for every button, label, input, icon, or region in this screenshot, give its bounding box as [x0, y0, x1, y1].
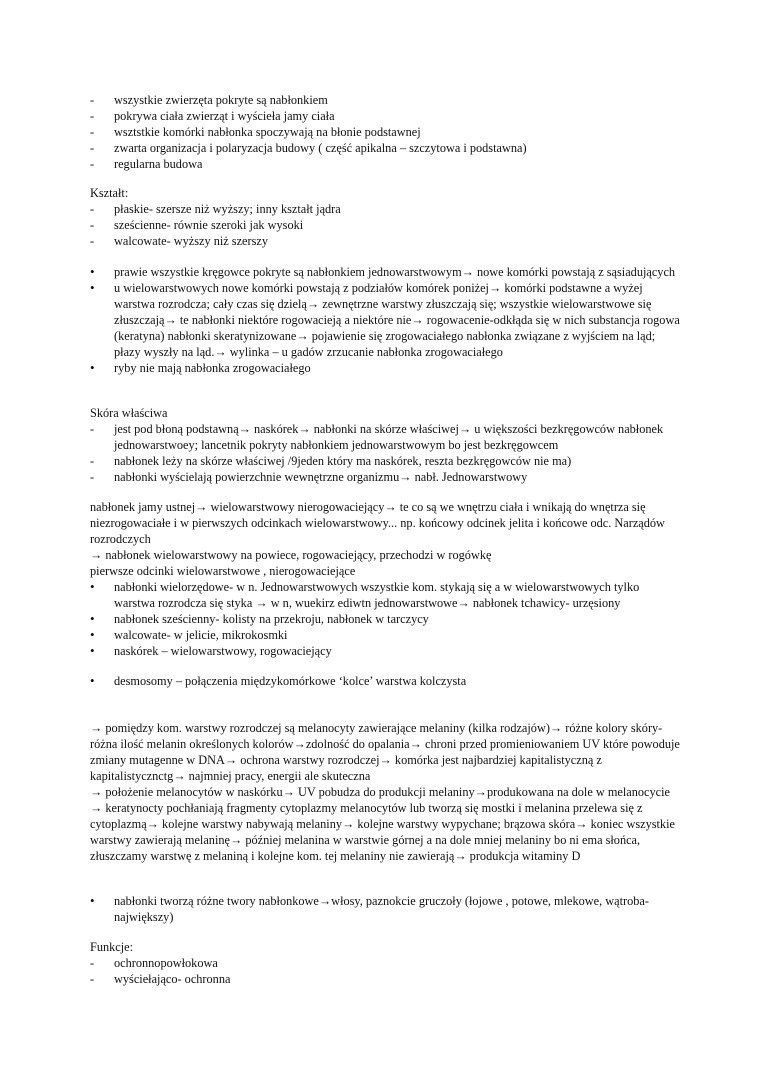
dash-marker [90, 453, 104, 469]
bullets-kregowce [90, 264, 680, 376]
skora-section [90, 405, 680, 485]
dash-marker [90, 421, 104, 437]
dash-marker [90, 971, 104, 987]
list-item: • walcowate- w jelicie, mikrokosmki [90, 627, 680, 643]
bullet-marker [90, 579, 104, 595]
list-item: - zwarta organizacja i polaryzacja budowy ( część apikalna – szczytowa i podstawna) [90, 140, 680, 156]
list-item: - regularna budowa [90, 156, 680, 172]
section-heading: Skóra właściwa [90, 406, 168, 420]
dash-marker [90, 955, 104, 971]
list-item: - wszystkie zwierzęta pokryte są nabłonkiem [90, 92, 680, 108]
list-item: • prawie wszystkie kręgowce pokryte są nabłonkiem jednowarstwowym→ nowe komórki powstają z sąsiadujących [90, 264, 680, 280]
paragraph: → nabłonek wielowarstwowy na powiece, rogowaciejący, przechodzi w rogówkę [90, 548, 492, 562]
list-item: - wyściełająco- ochronna [90, 971, 680, 987]
dash-marker [90, 108, 104, 124]
bullet-marker [90, 264, 104, 280]
list-item: - pokrywa ciała zwierząt i wyścieła jamy ciała [90, 108, 680, 124]
paragraph: nabłonek jamy ustnej→ wielowarstwowy nierogowaciejący→ te co są we wnętrzu ciała i wnikają do wnętrza się niezrogowaciałe i w pierwszych odcinkach wielowarstwowy... np. końcowy odcinek jelita i końcowe odc. Narządów rozrodczych [90, 500, 665, 546]
paragraph: → położenie melanocytów w naskórku→ UV pobudza do produkcji melaniny→produkowana na dole w melanocycie → keratynocty pochłaniają fragmenty cytoplazmy melanocytów lub tworzą się mostki i melanina przelewa się z cytoplazmą→ kolejne warstwy nabywają melaniny→ kolejne warstwy wypychane; brązowa skóra→ koniec wszystkie warstwy zawierają melaninę→ później melanina w warstwie górnej a na dole mniej melaniny bo ni ema słońca, złuszczamy warstwę z melaniną i kolejne kom. tej melaniny nie zawierają→ produkcja witaminy D [90, 785, 675, 863]
list-item: - jest pod błoną podstawną→ naskórek→ nabłonki na skórze właściwej→ u większości bezkręgowców nabłonek jednowarstwoey; lancetnik pokryty nabłonkiem jednowarstwowym bo jest bezkręgowcem [90, 421, 680, 453]
melanocyty-section [90, 720, 680, 864]
list-item: • nabłonki tworzą różne twory nabłonkowe→włosy, paznokcie gruczoły (łojowe , potowe, mlekowe, wątroba-największy) [90, 893, 680, 925]
bullet-marker [90, 360, 104, 376]
list-item: - walcowate- wyższy niż szerszy [90, 233, 680, 249]
list-item: - nabłonek leży na skórze właściwej /9jeden który ma naskórek, reszta bezkręgowców nie ma) [90, 453, 680, 469]
bullet-marker [90, 893, 104, 909]
dash-marker [90, 233, 104, 249]
paragraph: → pomiędzy kom. warstwy rozrodczej są melanocyty zawierające melaniny (kilka rodzajów)→ różne kolory skóry- różna ilość melanin określonych kolorów→zdolność do opalania→ chroni przed promieniowaniem UV które powoduje zmiany mutagenne w DNA→ ochrona warstwy rozrodczej→ komórka jest najbardziej kapitalistyczną z kapitalistycznctg→ najmniej pracy, energii ale skuteczna [90, 721, 680, 783]
list-item: • nabłonki wielorzędowe- w n. Jednowarstwowych wszystkie kom. stykają się a w wielowarstwowych tylko warstwa rozrodcza się styka → w n, wuekirz ediwtn jednowarstwowe→ nabłonek tchawicy- urzęsiony [90, 579, 680, 611]
paragraph: pierwsze odcinki wielowarstwowe , nierogowaciejące [90, 564, 356, 578]
bullet-marker [90, 611, 104, 627]
list-item: - nabłonki wyścielają powierzchnie wewnętrzne organizmu→ nabł. Jednowarstwowy [90, 469, 680, 485]
bullet-marker [90, 280, 104, 296]
list-item: - płaskie- szersze niż wyższy; inny kształt jądra [90, 201, 680, 217]
list-item: - wsztstkie komórki nabłonka spoczywają na błonie podstawnej [90, 124, 680, 140]
dash-marker [90, 140, 104, 156]
twory-bullet [90, 893, 680, 925]
list-item: - ochronnopowłokowa [90, 955, 680, 971]
list-item: - sześcienne- równie szeroki jak wysoki [90, 217, 680, 233]
jama-section [90, 499, 680, 659]
bullet-marker [90, 643, 104, 659]
list-item: • ryby nie mają nabłonka zrogowaciałego [90, 360, 680, 376]
bullet-marker [90, 673, 104, 689]
dash-marker [90, 201, 104, 217]
dash-marker [90, 156, 104, 172]
intro-list [90, 92, 680, 172]
funkcje-section [90, 939, 680, 987]
dash-marker [90, 217, 104, 233]
section-heading: Kształt: [90, 186, 129, 200]
desmosomy-bullet [90, 673, 680, 689]
section-heading: Funkcje: [90, 940, 134, 954]
dash-marker [90, 92, 104, 108]
list-item: • naskórek – wielowarstwowy, rogowaciejący [90, 643, 680, 659]
list-item: • nabłonek sześcienny- kolisty na przekroju, nabłonek w tarczycy [90, 611, 680, 627]
list-item: • desmosomy – połączenia międzykomórkowe ‘kolce’ warstwa kolczysta [90, 673, 680, 689]
bullet-marker [90, 627, 104, 643]
dash-marker [90, 124, 104, 140]
dash-marker [90, 469, 104, 485]
ksztalt-section [90, 185, 680, 249]
list-item: • u wielowarstwowych nowe komórki powstają z podziałów komórek poniżej→ komórki podstawne a wyżej warstwa rozrodcza; cały czas się dzielą→ zewnętrzne warstwy złuszczają się; wszystkie wielowarstwowe się złuszczają→ te nabłonki niektóre rogowacieją a niektóre nie→ rogowacenie-odkłąda się w nich substancja rogowa (keratyna) nabłonki skeratynizowane→ pojawienie się zrogowaciałego nabłonka związane z wyjściem na ląd; płazy wyszły na ląd.→ wylinka – u gadów zrzucanie nabłonka zrogowaciałego [90, 280, 680, 360]
